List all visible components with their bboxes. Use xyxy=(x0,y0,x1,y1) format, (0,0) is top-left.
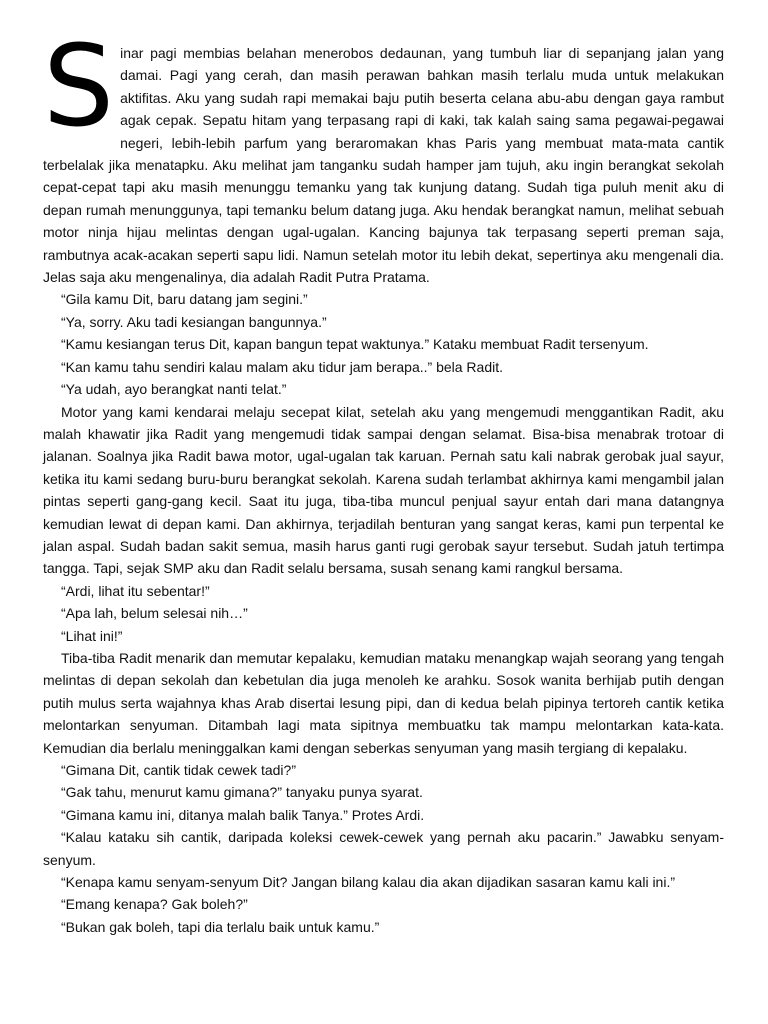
opening-paragraph xyxy=(43,22,724,288)
dialogue-line: “Kamu kesiangan terus Dit, kapan bangun tepat waktunya.” Kataku membuat Radit tersenyum. xyxy=(61,336,649,353)
dialogue-line: “Gak tahu, menurut kamu gimana?” tanyaku punya syarat. xyxy=(61,784,423,801)
dialogue-line: “Gimana kamu ini, ditanya malah balik Tanya.” Protes Ardi. xyxy=(61,806,425,823)
dialogue-line: “Gila kamu Dit, baru datang jam segini.” xyxy=(61,291,308,308)
dialogue-line: “Emang kenapa? Gak boleh?” xyxy=(61,896,248,913)
dialogue-line: “Gimana Dit, cantik tidak cewek tadi?” xyxy=(61,762,296,778)
dialogue-line: “Lihat ini!” xyxy=(61,627,123,644)
dialogue-line: “Apa lah, belum selesai nih…” xyxy=(61,605,248,622)
dialogue-line: “Bukan gak boleh, tapi dia terlalu baik untuk kamu.” xyxy=(61,918,380,935)
dialogue-line: “Ya udah, ayo berangkat nanti telat.” xyxy=(61,381,287,398)
dialogue-line: “Kalau kataku sih cantik, daripada koleksi cewek-cewek yang pernah aku pacarin.” Jawabku senyam-senyum. xyxy=(43,829,724,868)
dialogue-line: “Ya, sorry. Aku tadi kesiangan bangunnya.” xyxy=(61,313,327,330)
story-page xyxy=(43,22,724,938)
opening-paragraph-text: inar pagi membias belahan menerobos dedaunan, yang tumbuh liar di sepanjang jalan yang damai. Pagi yang cerah, dan masih perawan bahkan masih terlalu muda untuk melakukan aktifitas. Aku yang sudah rapi memakai baju putih beserta celana abu-abu dengan gaya rambut agak cepak. Sepatu hitam yang terpasang rapi di kaki, tak kalah saing sama pegawai-pegawai negeri, lebih-lebih parfum yang beraromakan khas Paris yang membuat mata-mata cantik terbelalak jika menatapku. Aku melihat jam tanganku sudah hamper jam tujuh, aku ingin berangkat sekolah cepat-cepat tapi aku masih menunggu temanku yang tak kunjung datang. Sudah tiga puluh menit aku di depan rumah menunggunya, tapi temanku belum datang juga. Aku hendak berangkat namun, melihat sebuah motor ninja hijau melintas dengan ugal-ugalan. Kancing bajunya tak terpasang seperti preman saja, rambutnya acak-acakan seperti sapu lidi. Namun setelah motor itu lebih dekat, sepertinya aku mengenali dia. Jelas saja aku mengenalinya, dia adalah Radit Putra Pratama. xyxy=(43,45,724,286)
dialogue-line: “Ardi, lihat itu sebentar!” xyxy=(61,582,210,599)
dialogue-line: “Kenapa kamu senyam-senyum Dit? Jangan bilang kalau dia akan dijadikan sasaran kamu kali ini.” xyxy=(61,874,676,891)
narrative-paragraph: Motor yang kami kendarai melaju secepat kilat, setelah aku yang mengemudi menggantikan Radit, aku malah khawatir jika Radit yang mengemudi tidak sampai dengan selamat. Bisa-bisa menabrak trotoar di jalanan. Soalnya jika Radit bawa motor, ugal-ugalan tak karuan. Pernah satu kali nabrak gerobak jual sayur, ketika itu kami sedang buru-buru berangkat sekolah. Karena sudah terlambat akhirnya kami mengambil jalan pintas seperti gang-gang kecil. Saat itu juga, tiba-tiba muncul penjual sayur entah dari mana datangnya kemudian lewat di depan kami. Dan akhirnya, terjadilah benturan yang sangat keras, kami pun terpental ke jalan aspal. Sudah badan sakit semua, masih harus ganti rugi gerobak sayur tersebut. Sudah jatuh tertimpa tangga. Tapi, sejak SMP aku dan Radit selalu bersama, susah senang kami rangkul bersama. xyxy=(43,403,724,577)
drop-cap-letter: S xyxy=(43,22,115,152)
narrative-paragraph: Tiba-tiba Radit menarik dan memutar kepalaku, kemudian mataku menangkap wajah seorang yang tengah melintas di depan sekolah dan kebetulan dia juga menoleh ke arahku. Sosok wanita berhijab putih dengan putih mulus serta wajahnya khas Arab disertai lesung pipi, dan di kedua belah pipinya tertoreh cantik ketika melontarkan senyuman. Ditambah lagi mata sipitnya membuatku tak mampu melontarkan kata-kata. Kemudian dia berlalu meninggalkan kami dengan seberkas senyuman yang masih tergiang di kepalaku. xyxy=(43,649,724,756)
dialogue-line: “Kan kamu tahu sendiri kalau malam aku tidur jam berapa..” bela Radit. xyxy=(61,358,503,375)
